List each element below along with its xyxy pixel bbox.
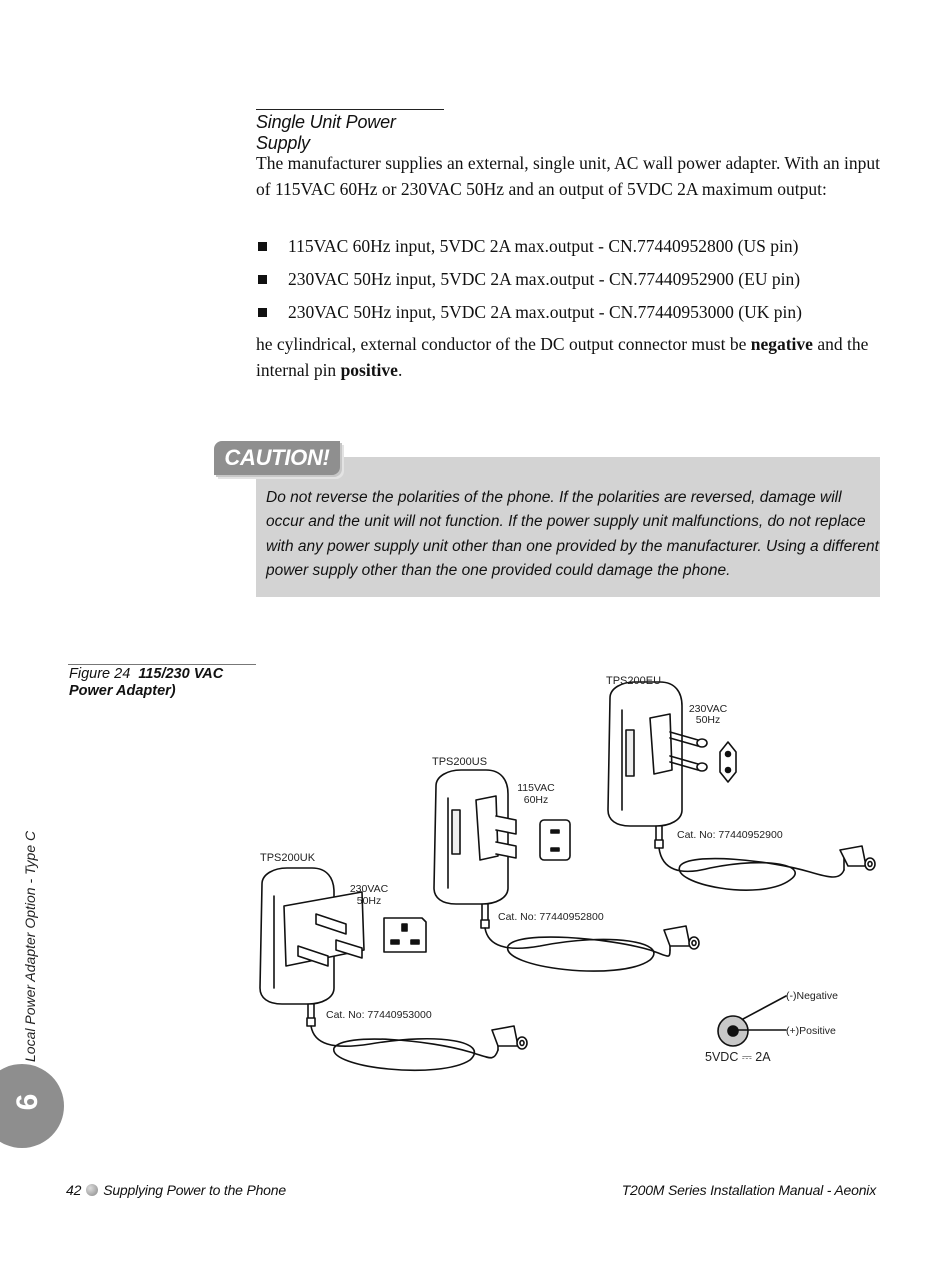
list-item <box>256 266 896 299</box>
polarity-text: and the internal pin <box>256 334 869 380</box>
side-section-label: Local Power Adapter Option - Type C <box>22 830 38 1062</box>
square-bullet-icon <box>258 308 267 317</box>
square-bullet-icon <box>258 242 267 251</box>
list-item-text: 115VAC 60Hz input, 5VDC 2A max.output - CN.77440952800 (US pin) <box>288 236 799 256</box>
us-model-label: TPS200US <box>432 756 488 768</box>
list-item-text: 230VAC 50Hz input, 5VDC 2A max.output - CN.77440953000 (UK pin) <box>288 302 802 322</box>
positive-label: (+)Positive <box>786 1025 836 1037</box>
dc-connector-polarity <box>718 996 786 1046</box>
us-cat-label: Cat. No: 77440952800 <box>498 911 604 923</box>
uk-cat-label: Cat. No: 77440953000 <box>326 1009 432 1021</box>
list-item <box>256 233 896 266</box>
intro-paragraph: The manufacturer supplies an external, single unit, AC wall power adapter. With an input of 115VAC 60Hz or 230VAC 50Hz and an output of 5VDC 2A maximum output: <box>256 153 880 199</box>
uk-rating-line2: 50Hz <box>356 895 382 907</box>
footer-section: Supplying Power to the Phone <box>103 1182 286 1198</box>
figure-caption-rule <box>68 664 256 665</box>
caution-tag: CAUTION! <box>214 441 340 475</box>
eu-rating-line1: 230VAC <box>688 703 728 715</box>
uk-rating-line1: 230VAC <box>349 883 389 895</box>
square-bullet-icon <box>258 275 267 284</box>
footer-manual-title: T200M Series Installation Manual - Aeonix <box>621 1182 876 1198</box>
polarity-paragraph <box>256 331 896 383</box>
figure-number: Figure 24 <box>69 666 131 682</box>
power-adapter-illustration <box>250 670 890 1120</box>
list-item <box>256 299 896 332</box>
caution-text: Do not reverse the polarities of the phone. If the polarities are reversed, damage will occur and the unit will not function. If the power supply unit malfunctions, do not replace with any power supply unit other than one provided by the manufacturer. Using a different power supply other than the one provided could damage the phone. <box>266 489 879 579</box>
adapter-list <box>256 233 896 332</box>
positive-emphasis: positive <box>340 360 398 380</box>
figure-caption <box>69 666 269 700</box>
bullet-dot-icon <box>86 1184 98 1196</box>
polarity-text: . <box>397 360 403 380</box>
chapter-number: 6 <box>11 1093 44 1111</box>
footer-left <box>66 1182 286 1198</box>
eu-rating-line2: 50Hz <box>695 714 721 726</box>
eu-model-label: TPS200EU <box>606 675 662 687</box>
list-item-text: 230VAC 50Hz input, 5VDC 2A max.output - CN.77440952900 (EU pin) <box>288 269 801 289</box>
output-rating-label: 5VDC ⎓ 2A <box>705 1050 771 1064</box>
polarity-text: he cylindrical, external conductor of the DC output connector must be <box>256 334 751 354</box>
figure-title: 115/230 VAC Power Adapter) <box>69 666 224 699</box>
us-rating-line2: 60Hz <box>523 794 549 806</box>
eu-cat-label: Cat. No: 77440952900 <box>677 829 783 841</box>
uk-model-label: TPS200UK <box>260 852 316 864</box>
us-rating-line1: 115VAC <box>517 782 555 794</box>
eu-adapter <box>608 682 875 890</box>
negative-emphasis: negative <box>750 334 813 354</box>
section-title: Single Unit Power Supply <box>256 109 444 154</box>
page-number: 42 <box>66 1182 82 1198</box>
negative-label: (-)Negative <box>786 990 838 1002</box>
